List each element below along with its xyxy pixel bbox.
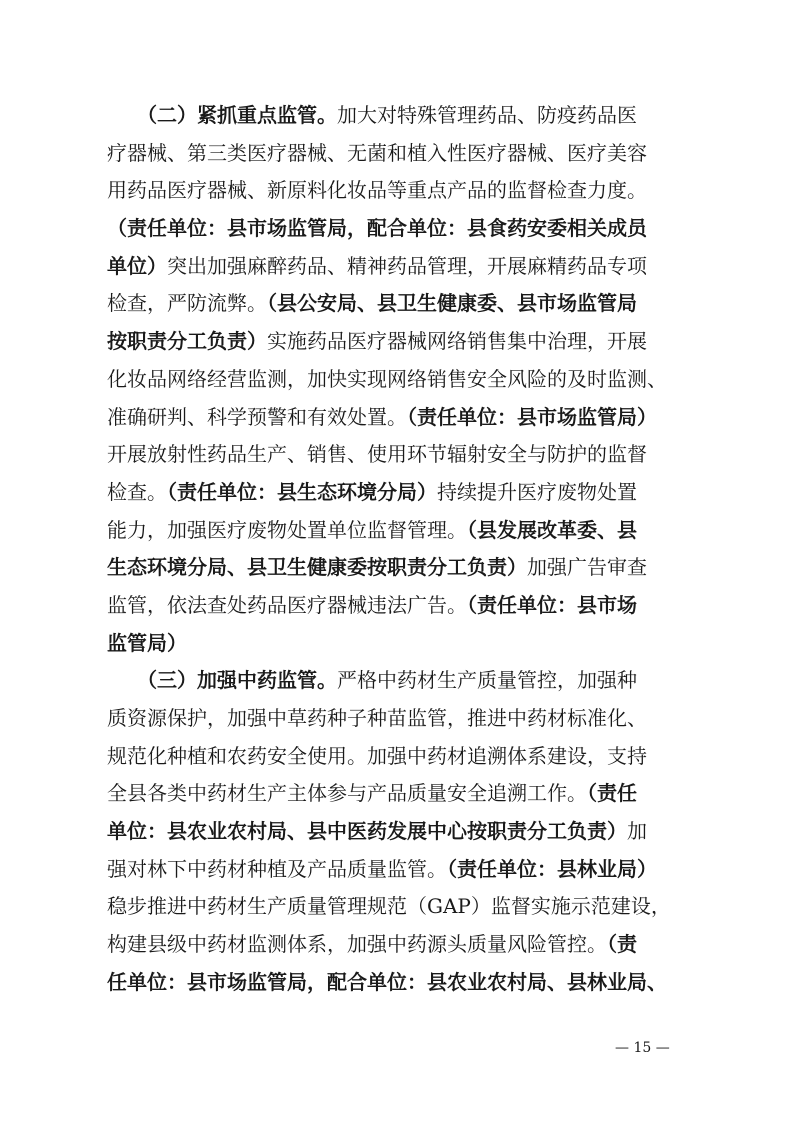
emphasis-text: 按职责分工负责） <box>107 329 267 354</box>
text-line <box>107 813 687 851</box>
text-line <box>107 549 687 587</box>
text-line <box>107 361 687 399</box>
body-text: 疗器械、第三类医疗器械、无菌和植入性医疗器械、医疗美容 <box>107 140 647 165</box>
emphasis-text: （责任单位：县市场监管局，配合单位：县食药安委相关成员 <box>107 216 647 241</box>
body-text: 持续提升医疗废物处置 <box>437 479 637 504</box>
body-text: 加 <box>627 819 647 844</box>
emphasis-text: （责 <box>607 932 637 957</box>
text-line <box>107 248 687 286</box>
text-line <box>107 436 687 474</box>
emphasis-text: （县公安局、县卫生健康委、县市场监管局 <box>267 291 637 316</box>
text-line <box>107 399 687 437</box>
body-text: 强对林下中药材种植及产品质量监管。 <box>107 856 447 881</box>
body-text: 检查。 <box>107 479 167 504</box>
body-text: 准确研判、科学预警和有效处置。 <box>107 404 407 429</box>
body-text: 严格中药材生产质量管控，加强种 <box>337 668 637 693</box>
body-text: 化妆品网络经营监测，加快实现网络销售安全风险的及时监测、 <box>107 366 667 391</box>
text-line <box>107 662 687 700</box>
body-text: 开展放射性药品生产、销售、使用环节辐射安全与防护的监督 <box>107 442 647 467</box>
text-line <box>107 625 687 663</box>
body-text: 全县各类中药材生产主体参与产品质量安全追溯工作。 <box>107 781 587 806</box>
text-line <box>107 285 687 323</box>
emphasis-text: （县发展改革委、县 <box>467 517 637 542</box>
text-line <box>107 512 687 550</box>
body-text: 稳步推进中药材生产质量管理规范（GAP）监督实施示范建设， <box>107 894 671 919</box>
emphasis-text: （二）紧抓重点监管。 <box>107 103 337 127</box>
text-line <box>107 587 687 625</box>
emphasis-text: 单位：县农业农村局、县中医药发展中心按职责分工负责） <box>107 819 627 844</box>
body-text: 检查，严防流弊。 <box>107 291 267 316</box>
emphasis-text: 监管局） <box>107 630 187 655</box>
body-text: 质资源保护，加强中草药种子种苗监管，推进中药材标准化、 <box>107 706 647 730</box>
document-body <box>107 97 687 1002</box>
text-line <box>107 172 687 210</box>
text-line <box>107 775 687 813</box>
emphasis-text: （责任 <box>587 781 637 806</box>
body-text: 加大对特殊管理药品、防疫药品医 <box>337 103 637 127</box>
emphasis-text: （责任单位：县市场 <box>467 592 637 617</box>
emphasis-text: （责任单位：县生态环境分局） <box>167 479 437 504</box>
text-line <box>107 323 687 361</box>
emphasis-text: 任单位：县市场监管局，配合单位：县农业农村局、县林业局、 <box>107 969 667 994</box>
body-text: 实施药品医疗器械网络销售集中治理，开展 <box>267 329 647 354</box>
text-line <box>107 210 687 248</box>
body-text: 监管，依法查处药品医疗器械违法广告。 <box>107 592 467 617</box>
body-text: 能力，加强医疗废物处置单位监督管理。 <box>107 517 467 542</box>
text-line <box>107 851 687 889</box>
body-text: 突出加强麻醉药品、精神药品管理，开展麻精药品专项 <box>167 253 647 278</box>
emphasis-text: 单位） <box>107 253 167 278</box>
emphasis-text: （责任单位：县林业局） <box>447 856 657 881</box>
text-line <box>107 700 687 738</box>
text-line <box>107 97 687 135</box>
emphasis-text: 生态环境分局、县卫生健康委按职责分工负责） <box>107 555 527 580</box>
text-line <box>107 738 687 776</box>
body-text: 构建县级中药材监测体系，加强中药源头质量风险管控。 <box>107 932 607 957</box>
text-line <box>107 135 687 173</box>
emphasis-text: （三）加强中药监管。 <box>107 668 337 693</box>
page-number: — 15 — <box>615 1040 670 1056</box>
body-text: 加强广告审查 <box>527 555 647 580</box>
body-text: 用药品医疗器械、新原料化妆品等重点产品的监督检查力度。 <box>107 178 647 203</box>
text-line <box>107 964 687 1002</box>
emphasis-text: （责任单位：县市场监管局） <box>407 404 657 429</box>
text-line <box>107 474 687 512</box>
text-line <box>107 888 687 926</box>
body-text: 规范化种植和农药安全使用。加强中药材追溯体系建设，支持 <box>107 743 647 768</box>
text-line <box>107 926 687 964</box>
